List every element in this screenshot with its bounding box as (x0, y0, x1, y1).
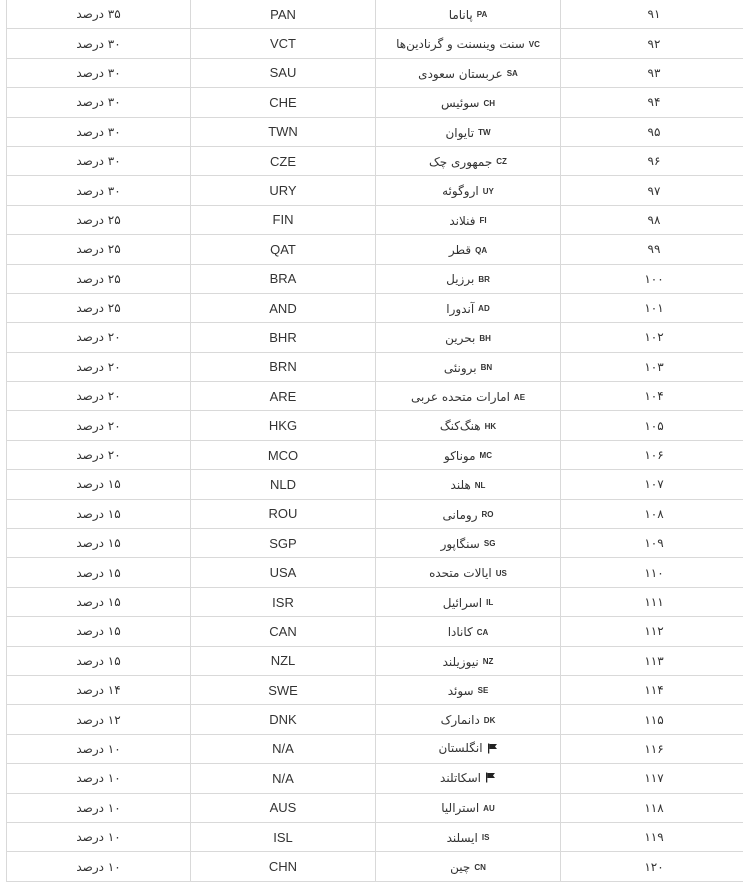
country-name: هنگ‌کنگ (439, 419, 481, 434)
table-row (7, 117, 743, 146)
tax-rate: ۲۰ درصد (7, 352, 191, 381)
country-cell (376, 793, 561, 822)
tax-rate: ۳۰ درصد (7, 176, 191, 205)
iso-code: PA (476, 10, 488, 20)
country-cell (376, 440, 561, 469)
row-index: ۱۰۳ (561, 352, 743, 381)
table-row (7, 705, 743, 734)
iso-code: IL (486, 598, 494, 608)
table-row (7, 587, 743, 616)
country-cell (376, 176, 561, 205)
country-code: DNK (191, 705, 376, 734)
country-name-group (442, 508, 493, 522)
country-name: برزیل (446, 272, 475, 287)
country-code: ISR (191, 587, 376, 616)
table-row (7, 146, 743, 175)
country-name: ایالات متحده (429, 566, 492, 581)
row-index: ۱۱۲ (561, 617, 743, 646)
country-code: USA (191, 558, 376, 587)
table-body (7, 0, 743, 881)
country-cell (376, 470, 561, 499)
tax-rate: ۱۵ درصد (7, 646, 191, 675)
row-index: ۹۵ (561, 117, 743, 146)
table-row (7, 734, 743, 763)
country-name: سنت وینسنت و گرنادین‌ها (396, 37, 525, 52)
country-cell (376, 235, 561, 264)
country-code: N/A (191, 764, 376, 793)
row-index: ۱۲۰ (561, 852, 743, 881)
country-name: عربستان سعودی (418, 66, 503, 81)
country-name: آندورا (446, 301, 475, 316)
country-name-group (451, 478, 486, 492)
iso-code: US (495, 568, 507, 578)
country-name-group (429, 155, 507, 169)
iso-code: CH (483, 98, 496, 108)
flag-icon (487, 743, 498, 754)
country-code: FIN (191, 205, 376, 234)
country-cell (376, 734, 561, 763)
country-cell (376, 293, 561, 322)
row-index: ۱۱۸ (561, 793, 743, 822)
country-code: HKG (191, 411, 376, 440)
country-code: NLD (191, 470, 376, 499)
country-code: SWE (191, 675, 376, 704)
country-name: چین (450, 860, 471, 875)
row-index: ۹۶ (561, 146, 743, 175)
iso-code: CA (476, 627, 489, 637)
table-row (7, 411, 743, 440)
table-row (7, 323, 743, 352)
country-name: انگلستان (438, 741, 483, 756)
tax-rate: ۱۴ درصد (7, 675, 191, 704)
tax-rate: ۱۵ درصد (7, 499, 191, 528)
row-index: ۱۱۱ (561, 587, 743, 616)
table-row (7, 29, 743, 58)
country-name-group (441, 713, 496, 727)
country-cell (376, 705, 561, 734)
country-name: استرالیا (441, 801, 480, 816)
iso-code: SA (506, 69, 518, 79)
table-row (7, 264, 743, 293)
country-cell (376, 558, 561, 587)
country-name: تایوان (445, 125, 475, 140)
country-name: نیوزیلند (442, 654, 479, 669)
row-index: ۹۳ (561, 58, 743, 87)
row-index: ۱۱۳ (561, 646, 743, 675)
table-row (7, 382, 743, 411)
country-name: اسکاتلند (440, 770, 481, 785)
country-code: AUS (191, 793, 376, 822)
iso-code: AU (483, 803, 495, 813)
country-cell (376, 499, 561, 528)
iso-code: AE (513, 392, 526, 402)
country-name-group (411, 390, 525, 404)
country-name-group (441, 96, 495, 110)
tax-rate-table (6, 0, 743, 882)
country-name-group (429, 566, 507, 580)
country-cell (376, 323, 561, 352)
country-name: رومانی (442, 507, 478, 522)
iso-code: BN (480, 363, 493, 373)
country-name-group (450, 860, 486, 874)
country-cell (376, 617, 561, 646)
tax-rate: ۲۵ درصد (7, 264, 191, 293)
row-index: ۱۰۵ (561, 411, 743, 440)
row-index: ۱۰۰ (561, 264, 743, 293)
country-cell (376, 88, 561, 117)
country-code: BHR (191, 323, 376, 352)
table-row (7, 793, 743, 822)
tax-rate: ۱۵ درصد (7, 529, 191, 558)
country-name: پاناما (448, 7, 473, 22)
country-code: AND (191, 293, 376, 322)
tax-rate: ۲۰ درصد (7, 382, 191, 411)
country-code: QAT (191, 235, 376, 264)
table-row (7, 293, 743, 322)
tax-rate: ۱۵ درصد (7, 587, 191, 616)
country-name: اسرائیل (442, 595, 483, 610)
row-index: ۱۱۵ (561, 705, 743, 734)
row-index: ۹۹ (561, 235, 743, 264)
iso-code: BR (478, 274, 490, 284)
country-name: اروگوئه (442, 184, 479, 199)
country-name: کانادا (447, 625, 473, 640)
country-name: موناکو (444, 448, 476, 463)
iso-code: CZ (496, 157, 507, 167)
table-row (7, 205, 743, 234)
row-index: ۱۱۴ (561, 675, 743, 704)
tax-rate: ۱۰ درصد (7, 822, 191, 851)
tax-rate: ۲۵ درصد (7, 235, 191, 264)
country-cell (376, 29, 561, 58)
country-cell (376, 675, 561, 704)
iso-code: CN (474, 862, 486, 872)
row-index: ۱۰۹ (561, 529, 743, 558)
iso-code: NL (474, 480, 486, 490)
iso-code: MC (479, 451, 492, 461)
country-name: هلند (450, 478, 471, 493)
country-name-group (418, 67, 518, 81)
country-cell (376, 205, 561, 234)
tax-rate: ۲۵ درصد (7, 293, 191, 322)
country-code: SGP (191, 529, 376, 558)
country-cell (376, 529, 561, 558)
country-code: CZE (191, 146, 376, 175)
country-cell (376, 264, 561, 293)
table-row (7, 88, 743, 117)
country-name: برونئی (443, 360, 477, 375)
row-index: ۹۷ (561, 176, 743, 205)
iso-code: NZ (482, 657, 494, 667)
tax-rate: ۲۰ درصد (7, 323, 191, 352)
tax-rate: ۱۰ درصد (7, 852, 191, 881)
country-code: NZL (191, 646, 376, 675)
iso-code: AD (478, 304, 490, 314)
country-cell (376, 58, 561, 87)
country-name-group (438, 741, 497, 755)
table-row (7, 0, 743, 29)
country-name: سوئد (447, 683, 474, 698)
row-index: ۱۰۶ (561, 440, 743, 469)
country-cell (376, 382, 561, 411)
country-name-group (448, 625, 489, 639)
table-row (7, 675, 743, 704)
table-row (7, 58, 743, 87)
table-row (7, 235, 743, 264)
country-cell (376, 852, 561, 881)
country-cell (376, 764, 561, 793)
tax-rate: ۳۰ درصد (7, 88, 191, 117)
row-index: ۹۲ (561, 29, 743, 58)
table-row (7, 352, 743, 381)
country-code: CHN (191, 852, 376, 881)
country-cell (376, 146, 561, 175)
country-name: سوئیس (440, 96, 480, 111)
country-cell (376, 411, 561, 440)
row-index: ۱۱۷ (561, 764, 743, 793)
country-name: بحرین (445, 331, 476, 346)
country-code: PAN (191, 0, 376, 29)
country-name-group (445, 126, 490, 140)
country-code: BRA (191, 264, 376, 293)
tax-rate: ۱۲ درصد (7, 705, 191, 734)
iso-code: QA (475, 245, 488, 255)
country-cell (376, 822, 561, 851)
country-name-group (441, 537, 496, 551)
country-cell (376, 646, 561, 675)
tax-rate: ۱۵ درصد (7, 470, 191, 499)
tax-rate: ۱۰ درصد (7, 734, 191, 763)
country-code: URY (191, 176, 376, 205)
table-row (7, 646, 743, 675)
country-code: ARE (191, 382, 376, 411)
country-name-group (444, 361, 492, 375)
iso-code: SE (477, 686, 489, 696)
iso-code: DK (483, 715, 496, 725)
tax-rate: ۱۰ درصد (7, 764, 191, 793)
row-index: ۱۰۱ (561, 293, 743, 322)
tax-rate: ۳۰ درصد (7, 58, 191, 87)
table-row (7, 499, 743, 528)
row-index: ۱۰۸ (561, 499, 743, 528)
country-name-group (449, 214, 486, 228)
country-code: MCO (191, 440, 376, 469)
country-code: VCT (191, 29, 376, 58)
country-name-group (442, 184, 494, 198)
tax-rate: ۳۰ درصد (7, 29, 191, 58)
country-cell (376, 587, 561, 616)
country-code: ISL (191, 822, 376, 851)
table-row (7, 558, 743, 587)
country-code: ROU (191, 499, 376, 528)
country-name-group (440, 419, 496, 433)
country-name-group (448, 684, 489, 698)
country-name: امارات متحده عربی (410, 390, 510, 405)
country-name-group (449, 8, 488, 22)
row-index: ۱۰۷ (561, 470, 743, 499)
table-row (7, 440, 743, 469)
iso-code: VC (528, 39, 540, 49)
country-name-group (443, 596, 494, 610)
country-code: CAN (191, 617, 376, 646)
country-cell (376, 352, 561, 381)
iso-code: RO (481, 510, 494, 520)
row-index: ۱۱۶ (561, 734, 743, 763)
country-name: فنلاند (449, 213, 476, 228)
iso-code: UY (482, 186, 494, 196)
country-code: SAU (191, 58, 376, 87)
country-name-group (396, 37, 540, 51)
country-cell (376, 0, 561, 29)
iso-code: BH (479, 333, 491, 343)
iso-code: IS (481, 833, 490, 843)
country-name: سنگاپور (440, 536, 480, 551)
iso-code: FI (479, 216, 487, 226)
table-row (7, 852, 743, 881)
table-row (7, 529, 743, 558)
tax-rate: ۱۵ درصد (7, 617, 191, 646)
table-row (7, 617, 743, 646)
country-name-group (440, 771, 496, 785)
country-code: N/A (191, 734, 376, 763)
country-name-group (447, 831, 490, 845)
tax-rate: ۱۰ درصد (7, 793, 191, 822)
iso-code: SG (483, 539, 496, 549)
tax-rate: ۲۵ درصد (7, 205, 191, 234)
country-name: قطر (448, 243, 472, 258)
tax-rate: ۳۰ درصد (7, 146, 191, 175)
table-row (7, 470, 743, 499)
country-name-group (444, 449, 492, 463)
row-index: ۹۱ (561, 0, 743, 29)
country-name-group (449, 243, 487, 257)
country-name-group (443, 655, 494, 669)
table-row (7, 822, 743, 851)
country-name-group (446, 302, 489, 316)
country-cell (376, 117, 561, 146)
row-index: ۹۸ (561, 205, 743, 234)
country-name-group (441, 801, 494, 815)
flag-icon (485, 772, 496, 783)
row-index: ۱۰۲ (561, 323, 743, 352)
tax-rate: ۳۵ درصد (7, 0, 191, 29)
country-name: جمهوری چک (429, 154, 493, 169)
country-name: ایسلند (446, 830, 478, 845)
row-index: ۱۱۹ (561, 822, 743, 851)
tax-rate: ۳۰ درصد (7, 117, 191, 146)
country-name: دانمارک (440, 713, 480, 728)
row-index: ۹۴ (561, 88, 743, 117)
table-row (7, 764, 743, 793)
table-row (7, 176, 743, 205)
country-code: CHE (191, 88, 376, 117)
country-code: TWN (191, 117, 376, 146)
iso-code: HK (484, 421, 497, 431)
iso-code: TW (478, 128, 491, 137)
tax-rate: ۲۰ درصد (7, 411, 191, 440)
country-name-group (445, 331, 491, 345)
tax-rate: ۲۰ درصد (7, 440, 191, 469)
country-code: BRN (191, 352, 376, 381)
country-name-group (446, 272, 490, 286)
row-index: ۱۱۰ (561, 558, 743, 587)
tax-rate: ۱۵ درصد (7, 558, 191, 587)
row-index: ۱۰۴ (561, 382, 743, 411)
